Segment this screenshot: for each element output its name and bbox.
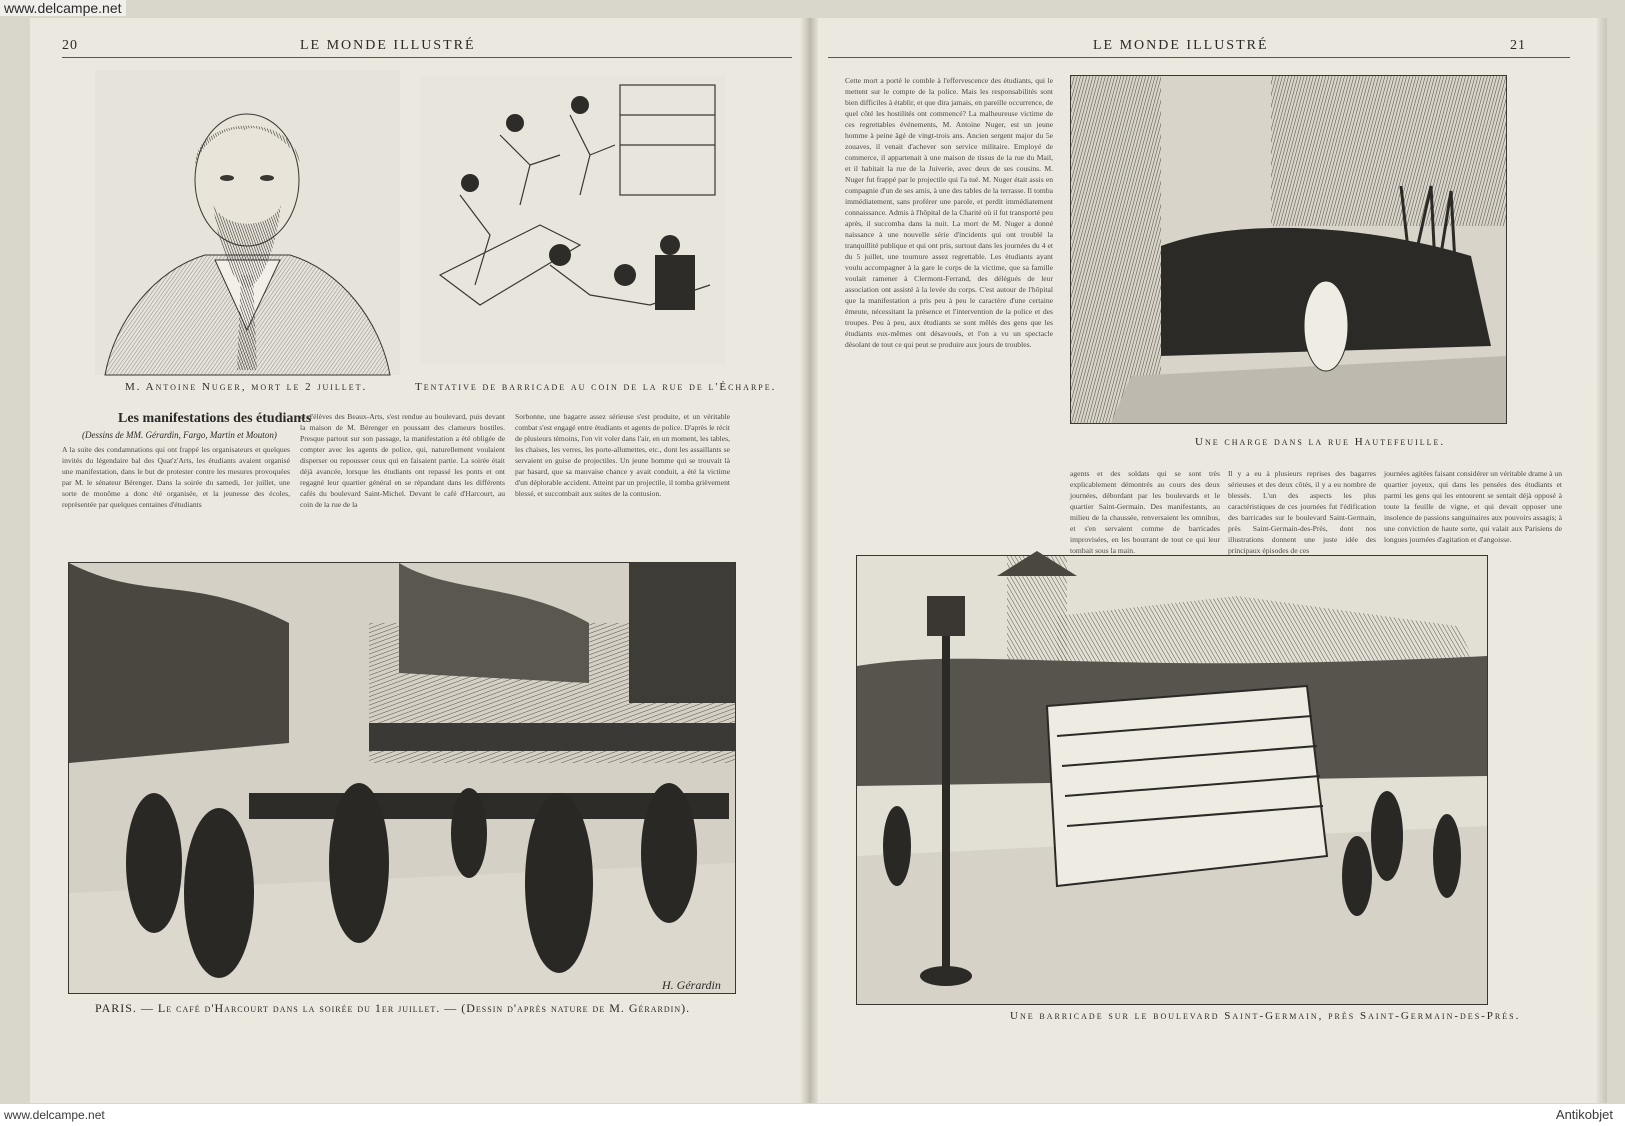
- right-masthead: LE MONDE ILLUSTRÉ: [1093, 38, 1269, 53]
- article-column-2: et d'élèves des Beaux-Arts, s'est rendue au boulevard, puis devant la maison de M. Bérenger en poussant des clameurs hostiles. Presque partout sur son passage, la manifestation a été obligée de compter avec les agents de police, qui, naturellement voulaient disperser ou repousser ceux qui en faisaient partie. La soirée était déjà avancée, lorsque les étudiants ont repassé les ponts et ont regagné leur quartier général en se répandant dans les différents cafés du boulevard Saint-Michel. Devant le café d'Harcourt, au coin de la rue de la: [300, 412, 505, 509]
- portrait-engraving: [95, 70, 400, 375]
- right-article-column-top: Cette mort a porté le comble à l'effervescence des étudiants, qui le mettent sur le compte de la police. Mais les responsabilités sont bien difficiles à établir, et que dira jamais, en pareille occurrence, de quel côté les hostilités ont commencé? La malheureuse victime de ces regrettables événements, M. Antoine Nuger, est un jeune homme à peine âgé de vingt-trois ans. Ancien sergent major du 5e zouaves, il venait d'achever son service militaire. Employé de commerce, il appartenait à une maison de tissus de la rue du Mail, et il habitait la rue de la Juiverie, avec deux de ses cousins. M. Nuger fut frappé par le projectile qui l'a tué. M. Nuger était assis en compagnie d'un de ses amis, à une des tables de la terrasse. Il tomba immédiatement, sans proférer une parole, et perdit immédiatement connaissance. Admis à l'hôpital de la Charité où il fut transporté peu après, il succomba dans la nuit. La mort de M. Nuger a donné naissance à une nouvelle série d'incidents qui ont troublé la tranquillité publique et qui ont pris, surtout dans les journées du 4 et du 5 juillet, une tournure assez regrettable. Les étudiants ayant voulu accompagner à la gare le corps de la victime, que sa famille voulait ramener à Clermont-Ferrand, des délégués de leur association ont assisté à la levée du corps. C'est autour de l'hôpital que la manifestation a pris peu à peu le caractère d'une certaine émeute, nécessitant la présence et l'intervention de la police et des troupes. Peu à peu, aux étudiants se sont mêlés des gens que les étudiants eux-mêmes ont désavoués, et l'on a vu un spectacle désolant de tout ce qui peut se produire aux jours de troubles.: [845, 76, 1053, 349]
- illustrator-signature: H. Gérardin: [662, 978, 721, 992]
- cafe-harcourt-engraving: [69, 563, 735, 993]
- article-title: Les manifestations des étudiants: [118, 411, 312, 426]
- barricade-sketch-caption: Tentative de barricade au coin de la rue de l'Écharpe.: [415, 381, 777, 393]
- left-page-number: 20: [62, 38, 78, 53]
- rue-hautefeuille-illustration: [1070, 75, 1507, 424]
- article-column-1: A la suite des condamnations qui ont frappé les organisateurs et quelques invités du légendaire bal des Quat'z'Arts, les étudiants avaient organisé une manifestation, dans le but de protester contre les mesures provoquées par M. le sénateur Bérenger. Dans la soirée du samedi, 1er juillet, une sorte de monôme a donc été organisée, et la jeunesse des écoles, représentée par quelques centaines d'étudiants: [62, 445, 290, 509]
- article-credits: (Dessins de MM. Gérardin, Fargo, Martin et Mouton): [82, 430, 277, 440]
- right-page-number: 21: [1510, 38, 1526, 53]
- watermark-top-left: www.delcampe.net: [0, 0, 126, 16]
- right-article-column-mid-1: agents et des soldats qui se sont très explicablement démontrés au cours des deux journées, débordant par les boulevards et le quartier Saint-Germain. Des manifestants, au milieu de la chaussée, renversaient les omnibus, et s'en servaient comme de barricades improvisées, en les bourrant de tout ce qui leur tombait sous la main.: [1070, 469, 1220, 555]
- boulevard-saint-germain-illustration: [856, 555, 1488, 1005]
- right-header-rule: [828, 57, 1570, 58]
- watermark-bar: [0, 1104, 1625, 1126]
- watermark-bottom-right: Antikobjet: [1555, 1107, 1613, 1122]
- boulevard-saint-germain-caption: Une barricade sur le boulevard Saint-Germain, près Saint-Germain-des-Prés.: [1010, 1010, 1521, 1022]
- article-column-3: Sorbonne, une bagarre assez sérieuse s'est produite, et un véritable combat s'est engagé entre étudiants et agents de police. D'après le récit de plusieurs témoins, l'on vit voler dans l'air, en un moment, les tables, les chaises, les verres, les porte-allumettes, etc., dont les assaillants se servaient en guise de projectiles. Un jeune homme qui se trouvait là par hasard, que sa mauvaise chance y avait conduit, a été la victime d'un déplorable accident. Atteint par un projectile, il tomba grièvement blessé, et succombait aux suites de la contusion.: [515, 412, 730, 498]
- cafe-harcourt-caption: PARIS. — Le café d'Harcourt dans la soirée du 1er juillet. — (Dessin d'après nature de M. Gérardin).: [95, 1001, 691, 1015]
- portrait-caption: M. Antoine Nuger, mort le 2 juillet.: [125, 381, 368, 393]
- portrait-illustration: [95, 70, 400, 375]
- right-article-column-mid-3: journées agitées faisant considérer un véritable drame à un quartier joyeux, qui dans les pensées des étudiants et parmi les gens qui les entourent se sentait déjà opposé à toute la feuille de vigne, et qui devait opposer une insolence de passions sanguinaires aux pouvoirs assagis; à une conviction de haute sorte, qui valait aux Parisiens de longues journées d'agitation et d'angoisse.: [1384, 469, 1562, 544]
- watermark-bottom-left: www.delcampe.net: [4, 1108, 105, 1122]
- barricade-sketch-drawing: [420, 75, 725, 365]
- page-gutter: [800, 18, 818, 1103]
- page-edge: [1597, 18, 1607, 1103]
- left-masthead: LE MONDE ILLUSTRÉ: [300, 38, 476, 53]
- left-header-rule: [62, 57, 792, 58]
- right-article-column-mid-2: Il y a eu à plusieurs reprises des bagarres sérieuses et des deux côtés, il y a eu nombre de blessés. L'un des aspects les plus caractéristiques de ces journées fut l'édification des barricades sur le boulevard Saint-Germain, près Saint-Germain-des-Prés, dont nos illustrations donnent une juste idée des principaux épisodes de ces: [1228, 469, 1376, 555]
- rue-hautefeuille-caption: Une charge dans la rue Hautefeuille.: [1195, 436, 1446, 448]
- barricade-sketch-illustration: [420, 75, 725, 365]
- cafe-harcourt-illustration: [68, 562, 736, 994]
- boulevard-saint-germain-engraving: [857, 556, 1487, 1004]
- rue-hautefeuille-engraving: [1071, 76, 1506, 423]
